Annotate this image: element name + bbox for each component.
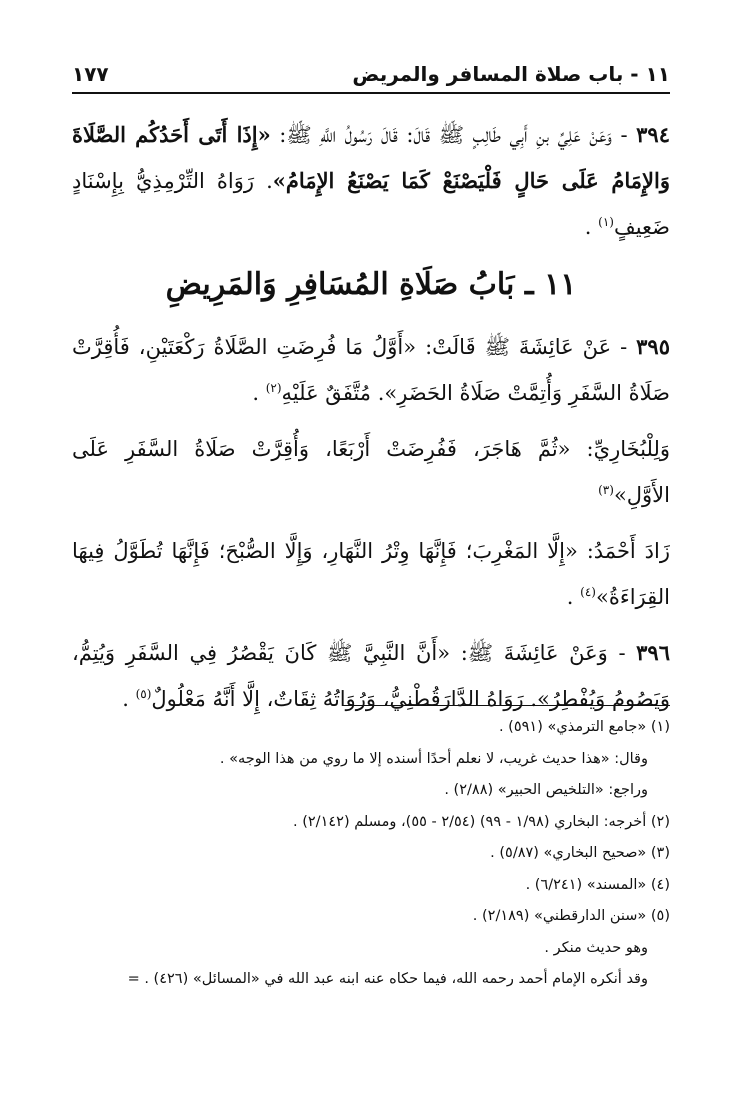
footnote-line: وراجع: «التلخيص الحبير» (٢/٨٨) . <box>444 782 648 798</box>
hadith-end: . <box>252 381 266 405</box>
footnote-5: (٥) «سنن الدارقطني» (٢/١٨٩) . <box>472 908 670 924</box>
page-header <box>72 56 670 94</box>
footnote-line: وقد أنكره الإمام أحمد رحمه الله، فيما حكاه عنه ابنه عبد الله في «المسائل» (٤٢٦) . = <box>127 971 648 987</box>
hadith-text: - وَعَنْ عَائِشَةَ ﷺ: «أَنَّ النَّبِيَّ ﷺ كَانَ يَقْصُرُ فِي السَّفَرِ وَيُتِمُّ، وَيَصُومُ وَيُفْطِرُ». رَوَاهُ الدَّارَقُطْنِيُّ، وَرُوَاتُهُ ثِقَاتٌ، إِلَّا أَنَّهُ مَعْلُولٌ <box>72 641 670 711</box>
footnote-ref[interactable]: (٣) <box>598 483 614 497</box>
chapter-title: ١١ - باب صلاة المسافر والمريض <box>352 62 670 86</box>
bukhari-addition <box>72 426 670 518</box>
footnote-ref[interactable]: (٤) <box>580 585 596 599</box>
hadith-end: . <box>566 585 581 609</box>
hadith-number: ٣٩٦ <box>636 640 670 665</box>
hadith-396 <box>72 630 670 722</box>
footnote-line: وقال: «هذا حديث غريب، لا نعلم أحدًا أسنده إلا ما روي من هذا الوجه» . <box>219 750 648 767</box>
hadith-end: . <box>584 215 599 239</box>
hadith-text: زَادَ أَحْمَدُ: «إِلَّا المَغْرِبَ؛ فَإِنَّهَا وِتْرُ النَّهَارِ، وَإِلَّا الصُّبْحَ؛ فَإِنَّهَا تُطَوَّلُ فِيهَا القِرَاءَةُ» <box>72 539 670 609</box>
hadith-number: ٣٩٤ <box>636 122 670 147</box>
page-number: ١٧٧ <box>72 62 109 86</box>
hadith-text: - عَنْ عَائِشَةَ ﷺ قَالَتْ: «أَوَّلُ مَا فُرِضَتِ الصَّلَاةُ رَكْعَتَيْنِ، فَأُقِرَّتْ صَلَاةُ السَّفَرِ وَأُتِمَّتْ صَلَاةُ الحَضَرِ». مُتَّفَقٌ عَلَيْهِ <box>72 335 670 405</box>
footnotes <box>72 712 670 996</box>
main-text <box>72 112 670 732</box>
hadith-matn: «إِذَا أَتَى أَحَدُكُم الصَّلَاةَ وَالإِمَامُ عَلَى حَالٍ فَلْيَصْنَعْ كَمَا يَصْنَعُ الإِمَامُ» <box>72 122 670 193</box>
footnote-2: (٢) أخرجه: البخاري (١/٩٨ - ٩٩) (٢/٥٤ - ٥٥)، ومسلم (٢/١٤٢) . <box>293 813 670 830</box>
hadith-end: . <box>122 687 136 711</box>
footnote-ref[interactable]: (٥) <box>135 687 152 701</box>
footnote-ref[interactable]: (١) <box>598 215 614 229</box>
ahmad-addition <box>72 528 670 620</box>
hadith-text: وَلِلْبُخَارِيِّ: «ثُمَّ هَاجَرَ، فَفُرِضَتْ أَرْبَعًا، وَأُقِرَّتْ صَلَاةُ السَّفَرِ عَلَى الأَوَّلِ» <box>72 437 670 507</box>
hadith-source: . رَوَاهُ التِّرْمِذِيُّ بِإِسْنَادٍ ضَعِيفٍ <box>72 169 670 239</box>
hadith-number: ٣٩٥ <box>636 334 670 359</box>
footnote-divider <box>342 705 670 706</box>
section-title: ١١ ـ بَابُ صَلَاةِ المُسَافِرِ وَالمَرِيضِ <box>165 267 577 302</box>
hadith-intro: - وَعَنْ عَلِيِّ بنِ أَبِي طَالِبٍ ﷺ قَالَ: قَالَ رَسُولُ اللَّهِ ﷺ: <box>270 123 637 147</box>
footnote-line: وهو حديث منكر . <box>544 939 648 956</box>
footnote-4: (٤) «المسند» (٦/٢٤١) . <box>525 876 670 893</box>
footnote-3: (٣) «صحيح البخاري» (٥/٨٧) . <box>490 845 670 861</box>
hadith-394 <box>72 112 670 250</box>
footnote-ref[interactable]: (٢) <box>265 381 282 395</box>
footnote-1: (١) «جامع الترمذي» (٥٩١) . <box>498 719 670 735</box>
hadith-395 <box>72 324 670 416</box>
